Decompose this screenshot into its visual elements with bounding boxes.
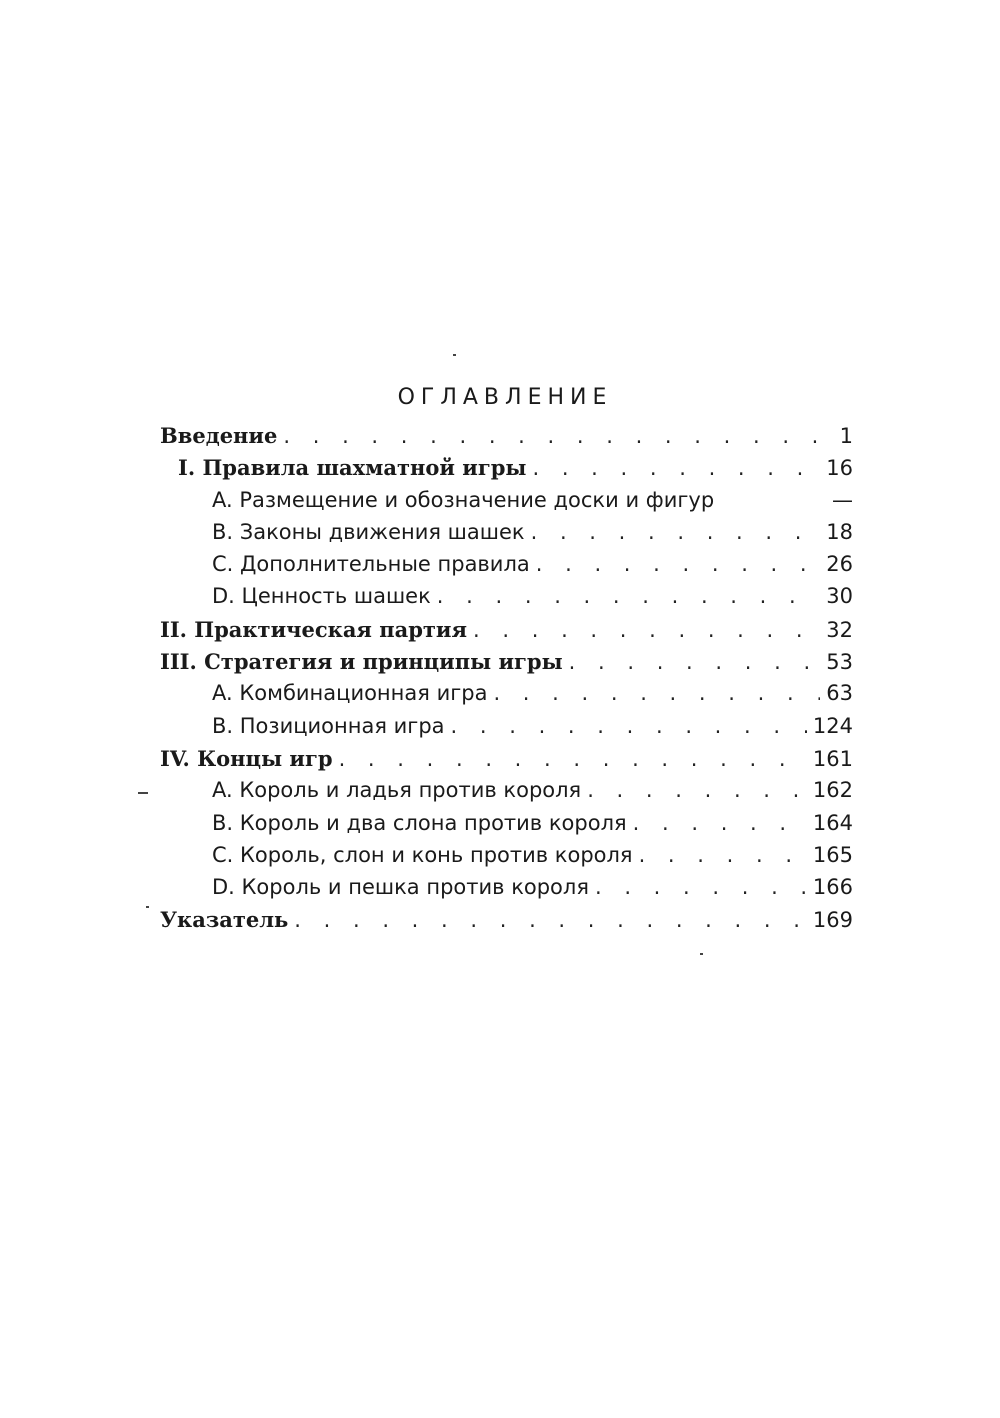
toc-entry-label: Введение	[160, 423, 278, 448]
toc-entry-label: III. Стратегия и принципы игры	[160, 649, 563, 675]
toc-entry	[160, 875, 853, 907]
toc-entry-page: 164	[812, 810, 853, 835]
toc-entry	[160, 811, 853, 843]
dot-leader	[531, 520, 821, 544]
toc-entry-page: 18	[826, 519, 853, 544]
toc-entry-page: 169	[812, 908, 853, 933]
toc-entry	[160, 488, 853, 520]
toc-entry	[160, 520, 853, 552]
toc-entry	[160, 423, 853, 455]
toc-entry-page: 165	[812, 842, 853, 867]
toc-entry-page: 166	[812, 875, 853, 900]
dot-leader	[339, 747, 807, 771]
toc-entry-label: D. Король и пешка против короля	[212, 875, 589, 900]
dot-leader	[532, 456, 820, 480]
toc-entry	[160, 455, 853, 487]
scan-speck	[453, 354, 456, 356]
dot-leader	[473, 618, 820, 642]
toc-entry-label: C. Дополнительные правила	[212, 552, 530, 577]
toc-entry	[160, 552, 853, 584]
toc-entry	[160, 746, 853, 778]
toc-entry	[160, 907, 853, 939]
toc-entry	[160, 649, 853, 681]
toc-entry-page: —	[832, 487, 853, 512]
dot-leader	[451, 714, 807, 738]
toc-entry-label: A. Король и ладья против короля	[212, 778, 582, 803]
dot-leader	[639, 843, 807, 867]
toc-entry-label: Указатель	[160, 907, 289, 933]
scan-speck	[138, 792, 148, 794]
toc-entry-page: 162	[812, 778, 853, 803]
toc-entry-label: A. Размещение и обозначение доски и фигур	[212, 487, 715, 512]
dot-leader	[536, 552, 821, 576]
dot-leader	[294, 908, 807, 932]
dot-leader	[283, 424, 823, 448]
toc-entry-page: 124	[812, 713, 853, 738]
scan-speck	[700, 953, 703, 955]
toc-entry-label: B. Позиционная игра	[212, 713, 445, 738]
toc-entry-label: IV. Концы игр	[160, 745, 333, 771]
toc-entry-label: C. Король, слон и конь против короля	[212, 842, 633, 867]
table-of-contents	[160, 423, 853, 940]
toc-entry-label: B. Законы движения шашек	[212, 519, 525, 544]
scan-speck	[146, 906, 149, 908]
toc-entry	[160, 681, 853, 713]
toc-entry-page: 1	[839, 424, 853, 448]
dot-leader	[595, 875, 807, 899]
toc-entry-label: D. Ценность шашек	[212, 584, 431, 609]
toc-entry-page: 30	[826, 584, 853, 609]
dot-leader	[493, 681, 820, 705]
dot-leader	[587, 778, 807, 802]
toc-entry	[160, 714, 853, 746]
page-title: ОГЛАВЛЕНИЕ	[397, 384, 613, 410]
toc-entry-page: 63	[826, 681, 853, 706]
toc-entry	[160, 617, 853, 649]
toc-entry-label: B. Король и два слона против короля	[212, 810, 627, 835]
toc-entry-page: 161	[812, 746, 853, 771]
toc-entry-page: 53	[826, 650, 853, 675]
dot-leader	[437, 584, 820, 608]
toc-entry-page: 26	[826, 552, 853, 577]
toc-entry-page: 16	[826, 456, 853, 481]
toc-entry-label: II. Практическая партия	[160, 616, 468, 642]
dot-leader	[569, 650, 821, 674]
toc-entry	[160, 843, 853, 875]
toc-entry	[160, 584, 853, 616]
dot-leader	[633, 811, 807, 835]
toc-entry	[160, 778, 853, 810]
toc-entry-label: A. Комбинационная игра	[212, 681, 488, 706]
toc-entry-page: 32	[826, 617, 853, 642]
toc-entry-label: I. Правила шахматной игры	[178, 455, 527, 481]
